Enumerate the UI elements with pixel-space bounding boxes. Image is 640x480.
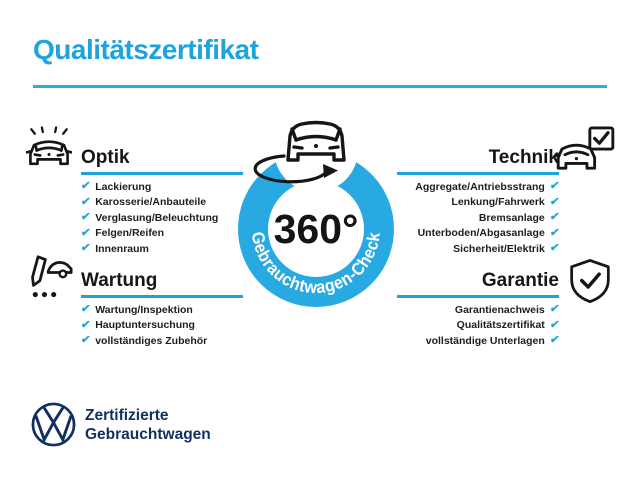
checklist <box>81 304 243 347</box>
check-item <box>81 319 243 331</box>
section-wartung <box>81 270 243 347</box>
item-label: Lackierung <box>95 180 152 193</box>
check-icon: ✔ <box>80 211 92 223</box>
section-optik <box>81 147 243 255</box>
check-icon: ✔ <box>549 180 560 192</box>
item-label: vollständiges Zubehör <box>95 334 208 347</box>
check-icon: ✔ <box>80 195 92 208</box>
check-icon: ✔ <box>549 242 560 254</box>
check-icon: ✔ <box>80 226 92 239</box>
section-underline <box>397 172 559 175</box>
check-item <box>397 181 559 193</box>
checklist <box>397 181 559 255</box>
item-label: Hauptuntersuchung <box>95 319 195 331</box>
ring-value: 360° <box>273 206 359 252</box>
section-title: Technik <box>488 147 559 168</box>
item-label: Karosserie/Anbauteile <box>95 196 207 208</box>
check-icon: ✔ <box>80 180 92 192</box>
check-icon: ✔ <box>80 242 92 254</box>
page-title: Qualitätszertifikat <box>33 34 259 65</box>
check-item <box>81 181 243 193</box>
check-icon: ✔ <box>549 318 560 331</box>
check-item <box>81 212 243 224</box>
item-label: Qualitätszertifikat <box>456 319 545 331</box>
car-shine-icon <box>26 126 72 173</box>
section-underline <box>81 295 243 298</box>
item-label: vollständige Unterlagen <box>425 334 545 347</box>
section-underline <box>397 295 559 298</box>
car-checklist-icon <box>555 126 617 177</box>
check-icon: ✔ <box>549 303 560 315</box>
brand-claim-line2: Gebrauchtwagen <box>85 425 211 443</box>
check-icon: ✔ <box>549 334 560 346</box>
check-icon: ✔ <box>80 334 92 346</box>
check-item <box>81 243 243 255</box>
service-record-icon <box>26 255 74 306</box>
ring-curved-label: Gebrauchtwagen-Check <box>247 229 385 298</box>
item-label: Felgen/Reifen <box>95 227 165 239</box>
check-item <box>397 304 559 316</box>
item-label: Aggregate/Antriebsstrang <box>415 180 545 193</box>
check-icon: ✔ <box>80 303 92 315</box>
check-item <box>81 335 243 347</box>
section-underline <box>81 172 243 175</box>
checklist <box>81 181 243 255</box>
brand-claim <box>85 406 211 444</box>
vw-logo <box>30 401 77 448</box>
check-item <box>397 227 559 239</box>
check-item <box>81 227 243 239</box>
check-item <box>397 196 559 208</box>
section-title: Garantie <box>481 270 559 291</box>
item-label: Verglasung/Beleuchtung <box>95 211 219 224</box>
item-label: Lenkung/Fahrwerk <box>451 196 545 208</box>
center-360-ring <box>226 110 406 315</box>
check-item <box>397 319 559 331</box>
item-label: Innenraum <box>95 242 149 255</box>
item-label: Bremsanlage <box>478 211 545 224</box>
check-item <box>81 304 243 316</box>
brand-footer <box>30 401 211 448</box>
check-item <box>397 335 559 347</box>
check-icon: ✔ <box>549 226 560 239</box>
item-label: Sicherheit/Elektrik <box>453 242 545 255</box>
brand-claim-line1: Zertifizierte <box>85 406 169 424</box>
check-item <box>397 243 559 255</box>
check-icon: ✔ <box>80 318 92 331</box>
checklist <box>397 304 559 347</box>
section-garantie <box>397 270 559 347</box>
item-label: Garantienachweis <box>454 303 545 316</box>
check-icon: ✔ <box>549 211 560 223</box>
item-label: Wartung/Inspektion <box>95 303 193 316</box>
check-item <box>397 212 559 224</box>
shield-check-icon <box>568 258 612 310</box>
check-icon: ✔ <box>549 195 560 208</box>
item-label: Unterboden/Abgasanlage <box>417 227 545 239</box>
section-title: Optik <box>81 147 130 168</box>
check-item <box>81 196 243 208</box>
section-title: Wartung <box>81 270 158 291</box>
section-technik <box>397 147 559 255</box>
title-divider <box>33 85 607 88</box>
